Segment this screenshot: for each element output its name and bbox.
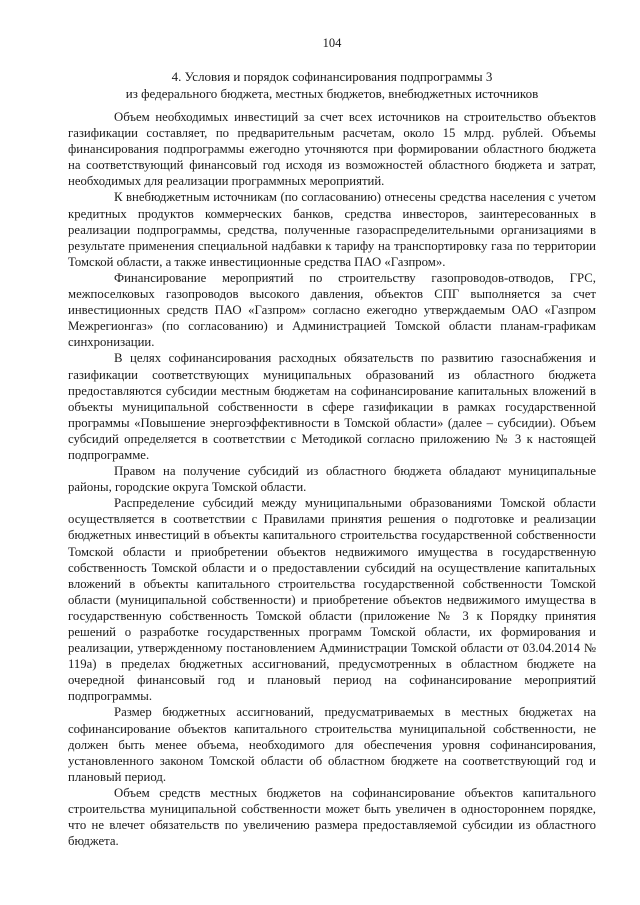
section-heading-line-2: из федерального бюджета, местных бюджетов, внебюджетных источников [125, 86, 539, 101]
paragraph-local-budget-allocation: Размер бюджетных ассигнований, предусматриваемых в местных бюджетах на софинансирование объектов капитального строительства муниципальной собственности, не должен быть менее объема, необходимого для обеспечения уровня софинансирования, установленного законом Томской области об областном бюджете на соответствующий год и плановый период. [68, 705, 596, 784]
paragraph-subsidy-distribution: Распределение субсидий между муниципальными образованиями Томской области осуществляется в соответствии с Правилами принятия решения о подготовке и реализации бюджетных инвестиций в объекты капитального строительства государственной собственности Томской области и приобретении объектов недвижимого имущества в государственную собственность Томской области и о предоставлении субсидий на осуществление капитальных вложений в объекты капитального строительства государственной собственности Томской области (муниципальной собственности) и приобретение объектов недвижимого имущества в государственную собственность Томской области (приложение № 3 к Порядку принятия решений о разработке государственных программ Томской области, их формирования и реализации, утвержденному постановлением Администрации Томской области от 03.04.2014 № 119а) в пределах бюджетных ассигнований, предусмотренных в областном бюджете на очередной финансовый год и плановый период на софинансирование мероприятий подпрограммы. [68, 496, 596, 704]
paragraph-subsidies-purpose: В целях софинансирования расходных обязательств по развитию газоснабжения и газификации соответствующих муниципальных образований из областного бюджета предоставляются субсидии местным бюджетам на софинансирование капитальных вложений в объекты муниципальной собственности в сфере газификации в рамках государственной программы «Повышение энергоэффективности в Томской области» (далее – субсидии). Объем субсидий определяется в соответствии с Методикой согласно приложению № 3 к настоящей подпрограмме. [68, 351, 596, 462]
paragraph-local-budget-increase: Объем средств местных бюджетов на софинансирование объектов капитального строительства муниципальной собственности может быть увеличен в одностороннем порядке, что не влечет обязательств по увеличению размера предоставляемой субсидии из областного бюджета. [68, 785, 596, 849]
paragraph-gazprom-financing: Финансирование мероприятий по строительству газопроводов-отводов, ГРС, межпоселковых газопроводов высокого давления, объектов СПГ выполняется за счет инвестиционных средств ПАО «Газпром» согласно ежегодно утверждаемым ОАО «Газпром Межрегионгаз» (по согласованию) и Администрацией Томской области планам-графикам синхронизации. [68, 270, 596, 350]
body-text [68, 109, 596, 849]
paragraph-subsidy-eligibility: Правом на получение субсидий из областного бюджета обладают муниципальные районы, городские округа Томской области. [68, 464, 596, 495]
paragraph-extrabudgetary-sources: К внебюджетным источникам (по согласованию) отнесены средства населения с учетом кредитных продуктов коммерческих банков, средства инвесторов, заинтересованных в реализации подпрограммы, средства, полученные газораспределительными организациями в результате применения специальной надбавки к тарифу на транспортировку газа по территории Томской области, а также инвестиционные средства ПАО «Газпром». [68, 190, 596, 269]
paragraph-investment-volume: Объем необходимых инвестиций за счет всех источников на строительство объектов газификации составляет, по предварительным расчетам, около 15 млрд. рублей. Объемы финансирования подпрограммы ежегодно уточняются при формировании областного бюджета на соответствующий финансовый год исходя из возможностей областного бюджета и затрат, необходимых для реализации программных мероприятий. [68, 110, 596, 189]
section-heading [68, 68, 596, 102]
page-number: 104 [322, 36, 342, 50]
section-heading-line-1: 4. Условия и порядок софинансирования подпрограммы 3 [171, 69, 493, 84]
